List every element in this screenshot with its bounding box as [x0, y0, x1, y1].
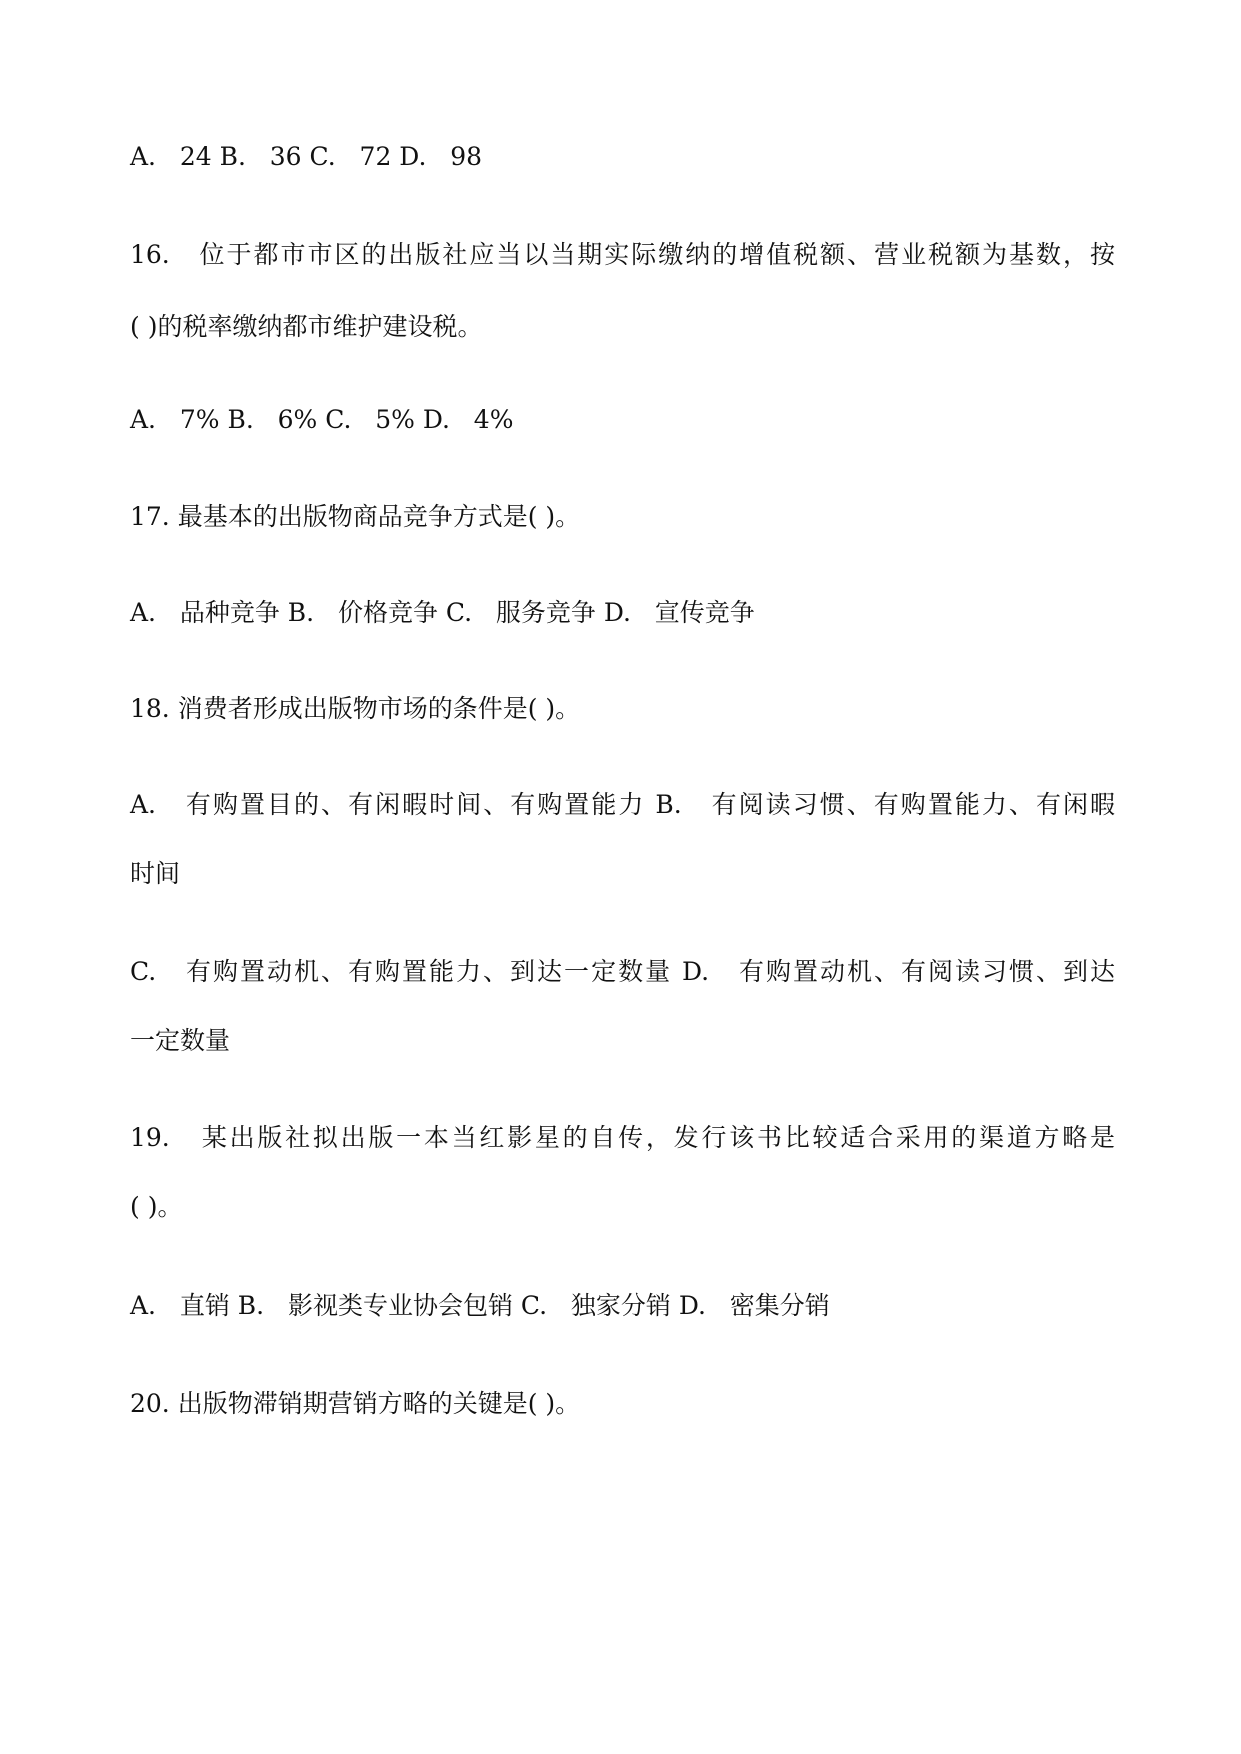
options-18-line-1: A. 有购置目的、有闲暇时间、有购置能力 B. 有阅读习惯、有购置能力、有闲暇: [130, 790, 1115, 819]
options-line-17: A. 品种竞争 B. 价格竞争 C. 服务竞争 D. 宣传竞争: [130, 598, 755, 627]
options-18-line-2: 时间: [130, 859, 181, 888]
question-19-line-1: 19. 某出版社拟出版一本当红影星的自传，发行该书比较适合采用的渠道方略是: [130, 1123, 1115, 1152]
question-16-line-2: ( )的税率缴纳都市维护建设税。: [130, 312, 483, 341]
options-line-16: A. 7% B. 6% C. 5% D. 4%: [130, 405, 514, 434]
options-line-15: A. 24 B. 36 C. 72 D. 98: [130, 142, 483, 171]
question-19-line-2: ( )。: [130, 1192, 183, 1221]
options-line-19: A. 直销 B. 影视类专业协会包销 C. 独家分销 D. 密集分销: [130, 1291, 830, 1320]
options-18-line-3: C. 有购置动机、有购置能力、到达一定数量 D. 有购置动机、有阅读习惯、到达: [130, 957, 1115, 986]
question-18: 18. 消费者形成出版物市场的条件是( )。: [130, 694, 581, 723]
question-17: 17. 最基本的出版物商品竞争方式是( )。: [130, 502, 581, 531]
options-18-line-4: 一定数量: [130, 1026, 231, 1055]
question-16-line-1: 16. 位于都市市区的出版社应当以当期实际缴纳的增值税额、营业税额为基数，按: [130, 240, 1115, 269]
question-20: 20. 出版物滞销期营销方略的关键是( )。: [130, 1389, 581, 1418]
